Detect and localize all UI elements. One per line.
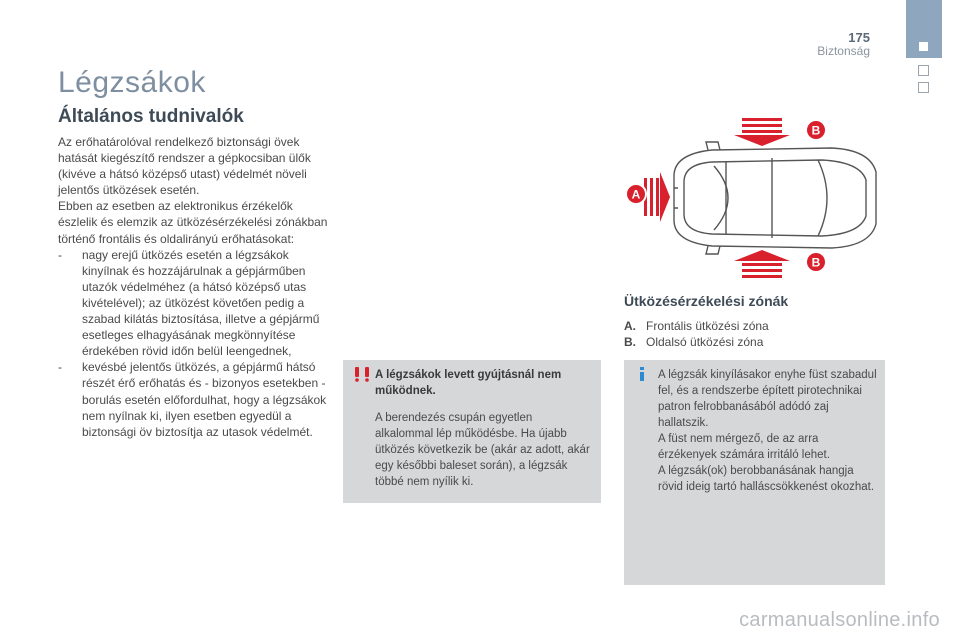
nav-box-icon[interactable] [918, 65, 929, 76]
list-item: B. Oldalsó ütközési zóna [624, 335, 764, 349]
car-outline [674, 142, 876, 254]
warning-heading: A légzsákok levett gyújtásnál nem működnek. [375, 369, 562, 397]
body-text [58, 134, 330, 440]
zones-list [624, 318, 769, 350]
warning-text: A berendezés csupán egyetlen alkalommal lép működésbe. Ha újabb ütközés következik be (akár az adott, akár egy későbbi baleset során), a légzsák többé nem nyílik ki. [375, 412, 590, 488]
zones-title: Ütközésérzékelési zónák [624, 293, 789, 309]
paragraph: Ebben az esetben az elektronikus érzékelők észlelik és elemzik az ütközésérzékelési zónákban történő frontális és oldalirányú erőhatásokat: [58, 199, 328, 246]
section-tab[interactable] [906, 0, 942, 58]
watermark: carmanualsonline.info [739, 609, 940, 631]
section-subtitle: Általános tudnivalók [58, 106, 244, 127]
warning-exclamation-icon [353, 366, 371, 382]
dash-icon: - [58, 247, 62, 262]
bullet-item: - nagy erejű ütközés esetén a légzsákok kinyílnak és hozzájárulnak a gépjárműben utazók védelméhez (a hátsó középső utas kivételével); az ütközést követően pedig a szabad kilátás biztosítása, illetve a gépjármű esetleges elhagyásának megkönnyítése érdekében rövid időn belül leengednek, [58, 247, 320, 359]
svg-text:B: B [811, 123, 821, 138]
svg-text:A: A [631, 187, 641, 202]
dash-icon: - [58, 360, 62, 375]
paragraph: Az erőhatárolóval rendelkező biztonsági övek hatását kiegészítő rendszer a gépkocsiban ülők (kivéve a hátsó középső utast) védelmét növeli jelentős ütközések esetén. [58, 135, 311, 198]
warning-box [343, 360, 601, 503]
info-text: A légzsák kinyílásakor enyhe füst szabadul fel, és a rendszerbe épített pirotechnikai patron felrobbanásából adódó zaj hallatszik. A füst nem mérgező, de az arra érzékenyek számára irritáló lehet. A légzsák(ok) berobbanásának hangja rövid ideig tartó halláscsökkenést okozhat. [658, 369, 877, 493]
badge-b-top [806, 120, 826, 140]
car-diagram [622, 112, 884, 284]
side-impact-arrows-top [734, 118, 790, 146]
nav-box-icon[interactable] [918, 82, 929, 93]
info-box [624, 360, 885, 585]
list-item: A. Frontális ütközési zóna [624, 319, 769, 333]
tab-square-icon [919, 42, 928, 51]
frontal-impact-arrows [644, 172, 670, 222]
bullet-item: - kevésbé jelentős ütközés, a gépjármű hátsó részét érő erőhatás és - bizonyos esetekben - borulás esetén előfordulhat, hogy a légzsákok nem nyílnak ki, ilyen esetben egyedül a biztonsági öv biztosítja az utasok védelmét. [58, 360, 327, 439]
badge-a [626, 184, 646, 204]
info-icon [634, 366, 650, 382]
side-impact-arrows-bottom [734, 250, 790, 278]
badge-b-bottom [806, 252, 826, 272]
section-name: Biztonság [817, 44, 870, 58]
page-title: Légzsákok [58, 66, 206, 99]
page-number: 175 [848, 30, 870, 45]
svg-text:B: B [811, 255, 821, 270]
